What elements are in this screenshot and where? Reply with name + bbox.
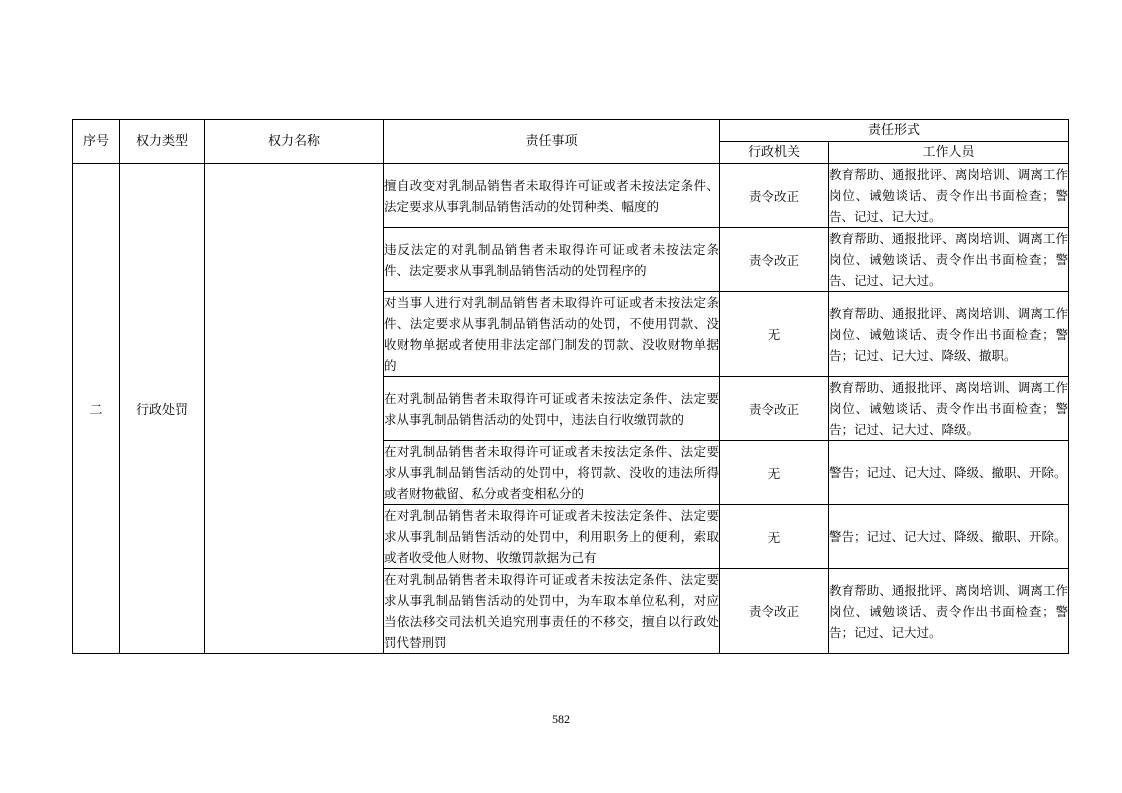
staff-cell: 警告；记过、记大过、降级、撤职、开除。 <box>829 441 1069 505</box>
responsibility-item-cell: 在对乳制品销售者未取得许可证或者未按法定条件、法定要求从事乳制品销售活动的处罚中，利用职务上的便利，索取或者收受他人财物、收缴罚款据为己有 <box>384 505 720 569</box>
group-power-type-cell: 行政处罚 <box>120 164 205 654</box>
header-power-name: 权力名称 <box>205 120 384 164</box>
admin-org-cell: 责令改正 <box>720 569 829 654</box>
staff-cell: 教育帮助、通报批评、离岗培训、调离工作岗位、诫勉谈话、责令作出书面检查；警告、记过、记大过。 <box>829 228 1069 292</box>
group-power-name-cell <box>205 164 384 654</box>
page-number: 582 <box>552 712 570 726</box>
group-seq-cell: 二 <box>73 164 120 654</box>
header-seq: 序号 <box>73 120 120 164</box>
responsibility-item-cell: 在对乳制品销售者未取得许可证或者未按法定条件、法定要求从事乳制品销售活动的处罚中，违法自行收缴罚款的 <box>384 377 720 441</box>
staff-cell: 教育帮助、通报批评、离岗培训、调离工作岗位、诫勉谈话、责令作出书面检查；警告；记过、记大过、降级、撤职。 <box>829 292 1069 377</box>
responsibility-table <box>72 119 1069 654</box>
header-power-type: 权力类型 <box>120 120 205 164</box>
header-staff: 工作人员 <box>829 142 1069 164</box>
responsibility-item-cell: 在对乳制品销售者未取得许可证或者未按法定条件、法定要求从事乳制品销售活动的处罚中，为车取本单位私利，对应当依法移交司法机关追究刑事责任的不移交，擅自以行政处罚代替刑罚 <box>384 569 720 654</box>
staff-cell: 教育帮助、通报批评、离岗培训、调离工作岗位、诫勉谈话、责令作出书面检查；警告、记过、记大过。 <box>829 164 1069 228</box>
responsibility-item-cell: 对当事人进行对乳制品销售者未取得许可证或者未按法定条件、法定要求从事乳制品销售活动的处罚，不使用罚款、没收财物单据或者使用非法定部门制发的罚款、没收财物单据的 <box>384 292 720 377</box>
table-row <box>73 164 1069 228</box>
responsibility-item-cell: 违反法定的对乳制品销售者未取得许可证或者未按法定条件、法定要求从事乳制品销售活动的处罚程序的 <box>384 228 720 292</box>
admin-org-cell: 无 <box>720 505 829 569</box>
header-row-top <box>73 120 1069 142</box>
header-responsibility-form: 责任形式 <box>720 120 1069 142</box>
staff-cell: 警告；记过、记大过、降级、撤职、开除。 <box>829 505 1069 569</box>
admin-org-cell: 责令改正 <box>720 228 829 292</box>
admin-org-cell: 责令改正 <box>720 164 829 228</box>
staff-cell: 教育帮助、通报批评、离岗培训、调离工作岗位、诫勉谈话、责令作出书面检查；警告；记过、记大过、降级。 <box>829 377 1069 441</box>
admin-org-cell: 责令改正 <box>720 377 829 441</box>
staff-cell: 教育帮助、通报批评、离岗培训、调离工作岗位、诫勉谈话、责令作出书面检查；警告；记过、记大过。 <box>829 569 1069 654</box>
responsibility-item-cell: 擅自改变对乳制品销售者未取得许可证或者未按法定条件、法定要求从事乳制品销售活动的处罚种类、幅度的 <box>384 164 720 228</box>
header-admin-org: 行政机关 <box>720 142 829 164</box>
admin-org-cell: 无 <box>720 292 829 377</box>
admin-org-cell: 无 <box>720 441 829 505</box>
header-responsibility-item: 责任事项 <box>384 120 720 164</box>
responsibility-item-cell: 在对乳制品销售者未取得许可证或者未按法定条件、法定要求从事乳制品销售活动的处罚中，将罚款、没收的违法所得或者财物截留、私分或者变相私分的 <box>384 441 720 505</box>
